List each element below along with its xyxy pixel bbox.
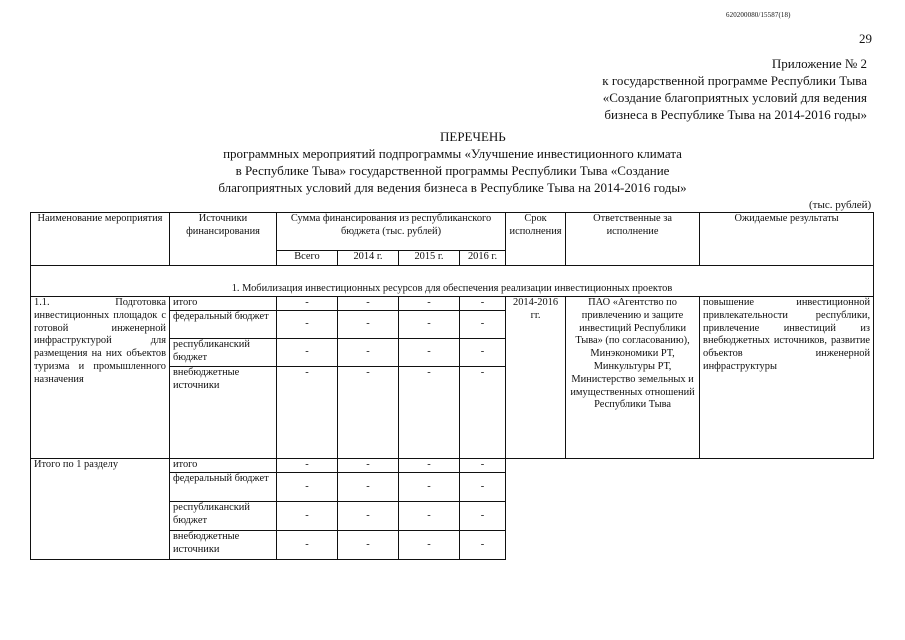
document-id: 620200080/15587(18)	[726, 11, 791, 19]
source-cell: республиканский бюджет	[170, 339, 277, 367]
total-cell: -	[277, 367, 338, 459]
source-cell: итого	[170, 459, 277, 473]
y2014-cell: -	[338, 297, 399, 311]
header-source: Источники финансирования	[170, 213, 277, 266]
appendix-title: Приложение № 2	[771, 56, 867, 71]
total-cell: -	[277, 459, 338, 473]
header-2014: 2014 г.	[338, 251, 399, 266]
measure-deadline: 2014-2016 гг.	[506, 297, 566, 459]
header-row	[31, 213, 874, 251]
source-cell: федеральный бюджет	[170, 311, 277, 339]
source-cell: республиканский бюджет	[170, 502, 277, 531]
total-cell: -	[277, 531, 338, 560]
y2016-cell: -	[460, 297, 506, 311]
units-note: (тыс. рублей)	[809, 199, 872, 211]
list-subtitle-line-2: в Республике Тыва» государственной программы Республики Тыва «Создание	[235, 163, 670, 178]
empty-area	[506, 459, 874, 560]
y2014-cell: -	[338, 473, 399, 502]
y2016-cell: -	[460, 311, 506, 339]
section-title: 1. Мобилизация инвестиционных ресурсов для обеспечения реализации инвестиционных проектов	[31, 266, 874, 297]
header-deadline: Срок исполнения	[506, 213, 566, 266]
y2014-cell: -	[338, 459, 399, 473]
header-results: Ожидаемые результаты	[700, 213, 874, 266]
y2014-cell: -	[338, 311, 399, 339]
y2015-cell: -	[399, 367, 460, 459]
y2015-cell: -	[399, 531, 460, 560]
measure-name: 1.1. Подготовка инвестиционных площадок с готовой инженерной инфраструктурой для размещения на них объектов туризма и промышленного назначения	[31, 297, 170, 459]
list-title: ПЕРЕЧЕНЬ	[440, 129, 506, 144]
y2015-cell: -	[399, 297, 460, 311]
source-cell: внебюджетные источники	[170, 531, 277, 560]
y2016-cell: -	[460, 339, 506, 367]
measure-results: повышение инвестиционной привлекательности республики, привлечение инвестиций из внебюджетных источников, развитие объектов инженерной инфраструктуры	[700, 297, 874, 459]
header-funding: Сумма финансирования из республиканского бюджета (тыс. рублей)	[277, 213, 506, 251]
total-cell: -	[277, 311, 338, 339]
y2015-cell: -	[399, 473, 460, 502]
appendix-line-2: «Создание благоприятных условий для ведения	[602, 90, 867, 105]
y2014-cell: -	[338, 367, 399, 459]
table-row	[31, 459, 874, 473]
y2014-cell: -	[338, 502, 399, 531]
header-total: Всего	[277, 251, 338, 266]
y2016-cell: -	[460, 502, 506, 531]
y2014-cell: -	[338, 531, 399, 560]
appendix-line-3: бизнеса в Республике Тыва на 2014-2016 годы»	[604, 107, 867, 122]
source-cell: итого	[170, 297, 277, 311]
table-row	[31, 297, 874, 311]
header-2015: 2015 г.	[399, 251, 460, 266]
source-cell: федеральный бюджет	[170, 473, 277, 502]
y2016-cell: -	[460, 531, 506, 560]
total-cell: -	[277, 473, 338, 502]
y2015-cell: -	[399, 502, 460, 531]
appendix-line-1: к государственной программе Республики Тыва	[602, 73, 867, 88]
header-name: Наименование мероприятия	[31, 213, 170, 266]
y2014-cell: -	[338, 339, 399, 367]
y2016-cell: -	[460, 473, 506, 502]
total-cell: -	[277, 339, 338, 367]
measure-responsible: ПАО «Агентство по привлечению и защите инвестиций Республики Тыва» (по согласованию), Минэкономики РТ, Минкультуры РТ, Министерство земельных и имущественных отношений Республики Тыва	[566, 297, 700, 459]
list-subtitle-line-1: программных мероприятий подпрограммы «Улучшение инвестиционного климата	[223, 146, 682, 161]
y2015-cell: -	[399, 459, 460, 473]
section-row	[31, 266, 874, 297]
total-cell: -	[277, 297, 338, 311]
y2015-cell: -	[399, 311, 460, 339]
list-subtitle-line-3: благоприятных условий для ведения бизнеса в Республике Тыва на 2014-2016 годы»	[218, 180, 687, 195]
section-total-name: Итого по 1 разделу	[31, 459, 170, 560]
y2016-cell: -	[460, 459, 506, 473]
y2015-cell: -	[399, 339, 460, 367]
total-cell: -	[277, 502, 338, 531]
y2016-cell: -	[460, 367, 506, 459]
header-responsible: Ответственные за исполнение	[566, 213, 700, 266]
page-number: 29	[859, 31, 872, 46]
measures-table	[30, 212, 874, 560]
source-cell: внебюджетные источники	[170, 367, 277, 459]
header-2016: 2016 г.	[460, 251, 506, 266]
